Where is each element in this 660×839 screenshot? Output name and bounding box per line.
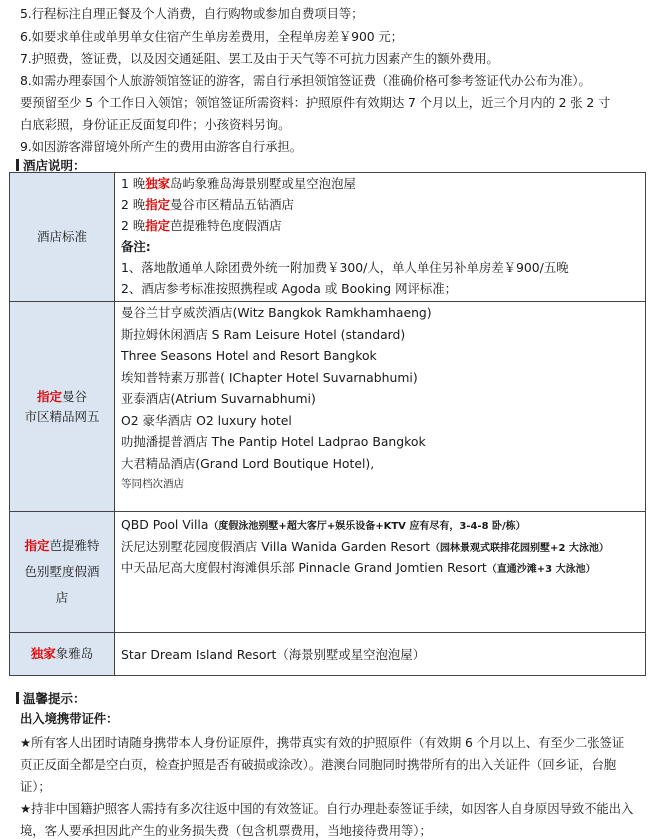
value-pattaya-hotels [115,512,646,633]
intro-line-7: 7.护照费，签证费，以及因交通延阻、罢工及由于天气等不可抗力因素产生的额外费用。 [20,51,499,66]
list-item: 亚泰酒店(Atrium Suvarnabhumi) [121,391,316,406]
intro-line-5: 5.行程标注自理正餐及个人消费，自行购物或参加自费项目等； [20,6,364,21]
list-item: O2 豪华酒店 O2 luxury hotel [121,412,292,428]
table-row-pattaya [10,512,646,633]
standard-item: 2 晚指定芭提雅特色度假酒店 [121,218,282,233]
table-row-island [10,633,646,676]
hotel-section-title: 酒店说明： [23,158,86,173]
standard-note-title: 备注: [121,239,151,254]
intro-line-6: 6.如要求单住或单男单女住宿产生单房差费用，全程单房差￥900 元； [20,29,403,44]
list-item: 曼谷兰甘亨威茨酒店(Witz Bangkok Ramkhamhaeng) [121,305,432,320]
tip-line: 证）； [20,779,51,794]
value-island: Star Dream Island Resort（海景别墅或星空泡泡屋） [115,633,646,676]
list-item: 沃尼达别墅花园度假酒店 Villa Wanida Garden Resort（园林景观式联排花园别墅+2 大泳池） [121,538,609,554]
list-item: QBD Pool Villa（度假泳池别墅+超大客厅+娱乐设备+KTV 应有尽有，3-4-8 卧/栋） [121,517,526,532]
list-item: 大君精品酒店(Grand Lord Boutique Hotel), [121,455,375,471]
label-bangkok: 指定曼谷 市区精品网五 [10,302,115,512]
list-item: Three Seasons Hotel and Resort Bangkok [121,348,377,363]
table-row-standard [10,173,646,302]
label-island: 独家象雅岛 [10,633,115,676]
tip-line: 境，客人要承担因此产生的业务损失费（包含机票费用，当地接待费用等）； [20,823,432,838]
section-bar-icon [16,159,19,171]
tip-line: ★持非中国籍护照客人需持有多次往返中国的有效签证。自行办理赴泰签证手续，如因客人自身原因导致不能出入 [20,801,634,816]
tip-line: 页正反面全都是空白页，检查护照是否有破损或涂改）。港澳台同胞同时携带所有的出入关证件（回乡证，台胞 [20,757,617,772]
intro-line-8b: 要预留至少 5 个工作日入领馆；领馆签证所需资料：护照原件有效期达 7 个月以上，近三个月内的 2 张 2 寸 [20,95,611,110]
label-hotel-standard: 酒店标准 [10,173,115,302]
value-bangkok-hotels [115,302,646,512]
intro-line-8a: 8.如需办理泰国个人旅游领馆签证的游客，需自行承担领馆签证费（准确价格可参考签证代办公布为准）。 [20,73,591,88]
hotel-table [9,172,646,676]
label-pattaya: 指定芭提雅特 色别墅度假酒 店 [10,512,115,633]
docs-title: 出入境携带证件： [20,711,119,726]
standard-item: 1 晚独家岛屿象雅岛海景别墅或星空泡泡屋 [121,176,356,191]
section-bar-icon [16,692,19,704]
equivalent-note: 等同档次酒店 [121,478,184,490]
intro-line-9: 9.如因游客滞留境外所产生的费用由游客自行承担。 [20,139,303,154]
tips-heading [16,689,86,707]
tip-line: ★所有客人出团时请随身携带本人身份证原件，携带真实有效的护照原件（有效期 6 个月以上、有至少二张签证 [20,735,625,750]
value-hotel-standard [115,173,646,302]
list-item: 埃知普特素万那普( IChapter Hotel Suvarnabhumi) [121,369,418,385]
list-item: 叻抛潘提普酒店 The Pantip Hotel Ladprao Bangkok [121,434,426,449]
standard-note: 1、落地散通单人除团费外统一附加费￥300/人，单人单住另补单房差￥900/五晚 [121,260,569,275]
standard-item: 2 晚指定曼谷市区精品五钻酒店 [121,197,294,212]
tips-title: 温馨提示： [23,691,86,706]
list-item: 中天品尼高大度假村海滩俱乐部 Pinnacle Grand Jomtien Resort（直通沙滩+3 大泳池） [121,560,596,575]
intro-line-8c: 白底彩照，身份证正反面复印件；小孩资料另询。 [20,117,291,132]
standard-note: 2、酒店参考标准按照携程或 Agoda 或 Booking 网评标准； [121,281,458,296]
table-row-bangkok [10,302,646,512]
list-item: 斯拉姆休闲酒店 S Ram Leisure Hotel (standard) [121,326,406,342]
